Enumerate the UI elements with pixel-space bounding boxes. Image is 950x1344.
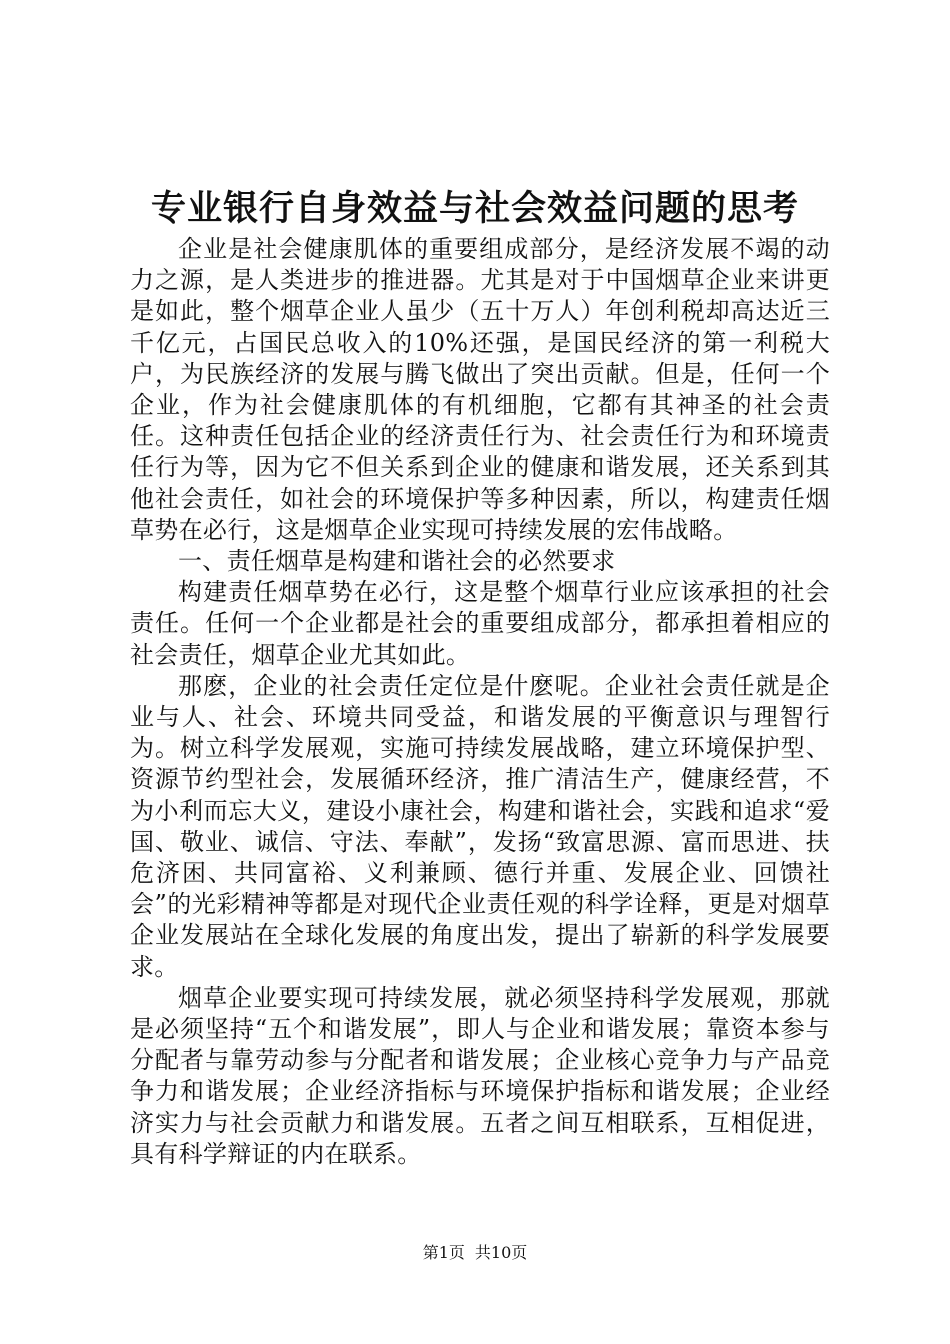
- page-total: 共10页: [474, 1243, 528, 1262]
- document-title: 专业银行自身效益与社会效益问题的思考: [150, 188, 799, 229]
- section-heading-1: 一、责任烟草是构建和谐社会的必然要求: [178, 547, 616, 576]
- paragraph-responsibility: 构建责任烟草势在必行，这是整个烟草行业应该承担的社会责任。任何一个企业都是社会的重要组成部分，都承担着相应的社会责任，烟草企业尤其如此。: [130, 578, 830, 669]
- paragraph-sustainable-development: 烟草企业要实现可持续发展，就必须坚持科学发展观，那就是必须坚持“五个和谐发展”，即人与企业和谐发展；靠资本参与分配者与靠劳动参与分配者和谐发展；企业核心竞争力与产品竞争力和谐发展；企业经济指标与环境保护指标和谐发展；企业经济实力与社会贡献力和谐发展。五者之间互相联系，互相促进，具有科学辩证的内在联系。: [130, 983, 830, 1168]
- paragraph-intro: 企业是社会健康肌体的重要组成部分，是经济发展不竭的动力之源，是人类进步的推进器。尤其是对于中国烟草企业来讲更是如此，整个烟草企业人虽少（五十万人）年创利税却高达近三千亿元，占国民总收入的10%还强，是国民经济的第一利税大户，为民族经济的发展与腾飞做出了突出贡献。但是，任何一个企业，作为社会健康肌体的有机细胞，它都有其神圣的社会责任。这种责任包括企业的经济责任行为、社会责任行为和环境责任行为等，因为它不但关系到企业的健康和谐发展，还关系到其他社会责任，如社会的环境保护等多种因素，所以，构建责任烟草势在必行，这是烟草企业实现可持续发展的宏伟战略。: [130, 235, 830, 544]
- page-number: 第1页: [422, 1243, 465, 1262]
- document-body: [130, 234, 830, 1170]
- paragraph-social-responsibility: 那麽，企业的社会责任定位是什麽呢。企业社会责任就是企业与人、社会、环境共同受益，和谐发展的平衡意识与理智行为。树立科学发展观，实施可持续发展战略，建立环境保护型、资源节约型社会，发展循环经济，推广清洁生产，健康经营，不为小利而忘大义，建设小康社会，构建和谐社会，实践和追求“爱国、敬业、诚信、守法、奉献”，发扬“致富思源、富而思进、扶危济困、共同富裕、义利兼顾、德行并重、发展企业、回馈社会”的光彩精神等都是对现代企业责任观的科学诠释，更是对烟草企业发展站在全球化发展的角度出发，提出了崭新的科学发展要求。: [130, 671, 830, 981]
- page-footer: [0, 1243, 950, 1263]
